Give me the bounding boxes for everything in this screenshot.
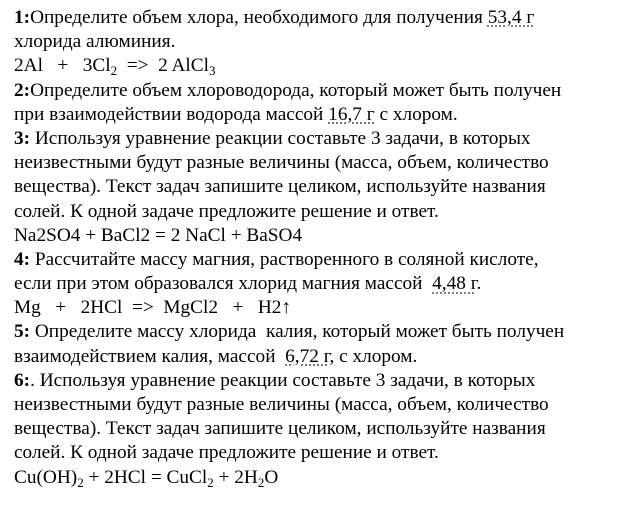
task-5-text: Определите массу хлорида калия, который может быть получен bbox=[30, 321, 565, 343]
task-5-line-2 bbox=[14, 345, 636, 369]
task-2-mass: 16,7 г bbox=[328, 103, 375, 125]
task-1-line-2: хлорида алюминия. bbox=[14, 31, 176, 53]
task-6-line-4: солей. К одной задаче предложите решение и ответ. bbox=[14, 442, 439, 464]
task-3-line-4: солей. К одной задаче предложите решение и ответ. bbox=[14, 200, 439, 222]
task-6-line-2: неизвестными будут разные величины (масса, объем, количество bbox=[14, 394, 549, 415]
task-1-mass: 53,4 г bbox=[487, 7, 535, 28]
task-3-number: 3: bbox=[14, 127, 31, 149]
equation-6 bbox=[14, 466, 636, 490]
task-5-text: взаимодействием калия, массой bbox=[14, 345, 286, 367]
task-6-line-3: вещества). Текст задач запишите целиком, используйте названия bbox=[14, 418, 546, 440]
task-6-number: 6: bbox=[14, 369, 31, 391]
task-3-line-3: вещества). Текст задач запишите целиком, используйте названия bbox=[14, 176, 546, 198]
task-4-line-2 bbox=[14, 272, 636, 296]
equation-6-subscript: 2 bbox=[207, 474, 214, 490]
task-4-mass: 4,48 г bbox=[432, 273, 477, 295]
task-1-number: 1: bbox=[14, 7, 31, 28]
task-4-text: если при этом образовался хлорид магния массой bbox=[14, 273, 433, 295]
equation-6-part: + 2H bbox=[213, 466, 258, 488]
task-2-line-1 bbox=[14, 79, 636, 103]
equation-1 bbox=[14, 54, 636, 78]
equation-1-subscript: 2 bbox=[110, 63, 118, 79]
equation-1-part: 2Al + 3Cl bbox=[14, 55, 111, 77]
equation-6-subscript: 2 bbox=[77, 474, 84, 490]
task-6-text: . Используя уравнение реакции составьте 3 задачи, в которых bbox=[30, 369, 536, 391]
equation-1-part: => 2 AlCl bbox=[117, 55, 210, 77]
task-6-line-1 bbox=[14, 369, 636, 393]
equation-6-part: Cu(OH) bbox=[14, 466, 78, 488]
task-2-number: 2: bbox=[14, 79, 31, 101]
task-1-line-1 bbox=[14, 6, 636, 30]
equation-3: Na2SO4 + BaCl2 = 2 NaCl + BaSO4 bbox=[14, 224, 303, 246]
task-4-text: Рассчитайте массу магния, растворенного в соляной кислоте, bbox=[30, 248, 539, 270]
equation-6-part: O bbox=[264, 466, 279, 488]
equation-1-subscript: 3 bbox=[209, 63, 216, 79]
task-5-mass: 6,72 г bbox=[285, 345, 330, 367]
task-2-text: Определите объем хлороводорода, который может быть получен bbox=[30, 79, 562, 101]
task-document bbox=[14, 6, 636, 490]
task-5-text: , с хлором. bbox=[329, 345, 418, 367]
task-5-number: 5: bbox=[14, 321, 31, 343]
task-4-number: 4: bbox=[14, 248, 31, 270]
task-5-line-1 bbox=[14, 320, 636, 344]
task-3-text: Используя уравнение реакции составьте 3 задачи, в которых bbox=[30, 127, 531, 149]
task-2-line-2 bbox=[14, 103, 636, 127]
equation-4: Mg + 2HCl => MgCl2 + H2↑ bbox=[14, 297, 292, 319]
task-1-text: Определите объем хлора, необходимого для получения bbox=[30, 7, 488, 28]
equation-6-part: + 2HCl = CuCl bbox=[83, 466, 208, 488]
equation-6-subscript: 2 bbox=[257, 474, 265, 490]
task-3-line-2: неизвестными будут разные величины (масса, объем, количество bbox=[14, 152, 549, 174]
task-3-line-1 bbox=[14, 127, 636, 151]
task-2-text: при взаимодействии водорода массой bbox=[14, 103, 329, 125]
task-2-text: с хлором. bbox=[374, 103, 458, 125]
task-4-line-1 bbox=[14, 248, 636, 272]
task-4-text: . bbox=[476, 273, 482, 295]
